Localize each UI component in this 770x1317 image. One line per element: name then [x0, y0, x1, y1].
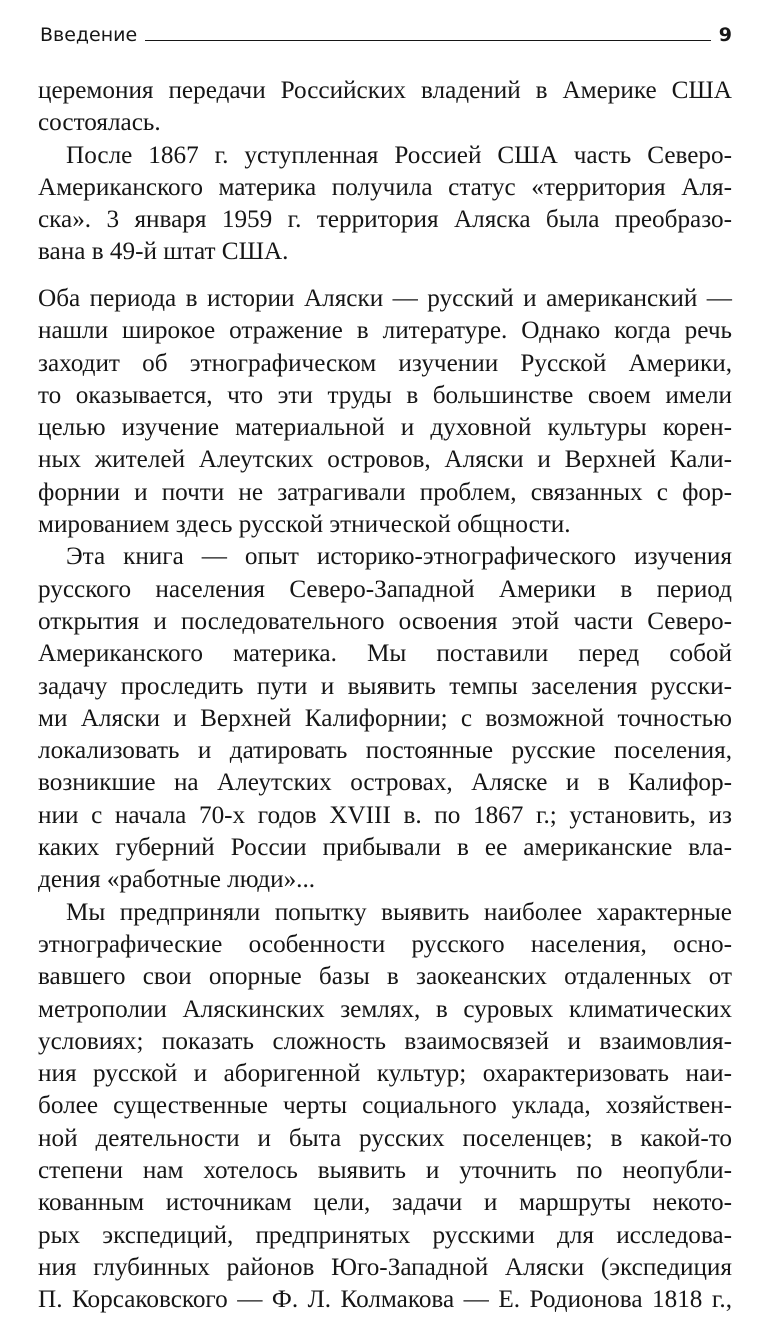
text-line: ска». 3 января 1959 г. территория Аляска была преобразо-	[38, 206, 732, 234]
text-line: русского населения Северо-Западной Америки в период	[38, 575, 732, 603]
text-line: задачу проследить пути и выявить темпы заселения русски-	[38, 672, 732, 700]
text-line: ных жителей Алеутских островов, Аляски и Верхней Кали-	[38, 446, 732, 474]
running-header	[40, 22, 732, 46]
text-line: то оказывается, что эти труды в большинстве своем имели	[38, 381, 732, 409]
text-line: локализовать и датировать постоянные русские поселения,	[38, 737, 732, 765]
header-rule	[145, 40, 711, 41]
text-line: Эта книга — опыт историко-этнографического изучения	[66, 543, 732, 571]
page-number: 9	[718, 24, 732, 46]
text-line: П. Корсаковского — Ф. Л. Колмакова — Е. Родионова 1818 г.,	[38, 1286, 732, 1314]
text-line: ния глубинных районов Юго-Западной Аляски (экспедиция	[38, 1253, 732, 1281]
text-line: нашли широкое отражение в литературе. Однако когда речь	[38, 317, 732, 345]
text-line: нии с начала 70-х годов XVIII в. по 1867 г.; установить, из	[38, 801, 732, 829]
text-line: Американского материка получила статус «территория Аля-	[38, 173, 732, 201]
text-line: открытия и последовательного освоения этой части Северо-	[38, 607, 732, 635]
text-line: каких губерний России прибывали в ее американские вла-	[38, 834, 732, 862]
text-line: После 1867 г. уступленная Россией США часть Северо-	[66, 141, 732, 169]
text-line: возникшие на Алеутских островах, Аляске и в Калифор-	[38, 769, 732, 797]
text-line: ми Аляски и Верхней Калифорнии; с возможной точностью	[38, 704, 732, 732]
text-line: состоялась.	[38, 109, 161, 137]
text-block-1	[38, 75, 732, 269]
text-line: ной деятельности и быта русских поселенцев; в какой-то	[38, 1124, 732, 1152]
text-line: вавшего свои опорные базы в заокеанских отдаленных от	[38, 963, 732, 991]
text-line: кованным источникам цели, задачи и маршруты некото-	[38, 1189, 732, 1217]
text-line: этнографические особенности русского населения, осно-	[38, 930, 732, 958]
text-line: степени нам хотелось выявить и уточнить по неопубли-	[38, 1157, 732, 1185]
text-line: рых экспедиций, предпринятых русскими для исследова-	[38, 1221, 732, 1249]
text-line: дения «работные люди»...	[38, 866, 316, 894]
text-line: Американского материка. Мы поставили перед собой	[38, 640, 732, 668]
text-line: целью изучение материальной и духовной культуры корен-	[38, 414, 732, 442]
text-line: мированием здесь русской этнической общности.	[38, 511, 571, 539]
text-line: форнии и почти не затрагивали проблем, связанных с фор-	[38, 478, 732, 506]
text-block-2	[38, 283, 732, 1317]
text-line: более существенные черты социального уклада, хозяйствен-	[38, 1092, 732, 1120]
text-line: ния русской и аборигенной культур; охарактеризовать наи-	[38, 1060, 732, 1088]
text-line: церемония передачи Российских владений в Америке США	[38, 77, 732, 104]
text-line: вана в 49-й штат США.	[38, 238, 289, 266]
text-line: Мы предприняли попытку выявить наиболее характерные	[66, 898, 732, 926]
text-line: Оба периода в истории Аляски — русский и американский —	[38, 285, 732, 312]
text-line: метрополии Аляскинских землях, в суровых климатических	[38, 995, 732, 1023]
chapter-title: Введение	[40, 24, 138, 46]
text-line: заходит об этнографическом изучении Русской Америки,	[38, 349, 732, 377]
text-line: условиях; показать сложность взаимосвязей и взаимовлия-	[38, 1027, 732, 1055]
